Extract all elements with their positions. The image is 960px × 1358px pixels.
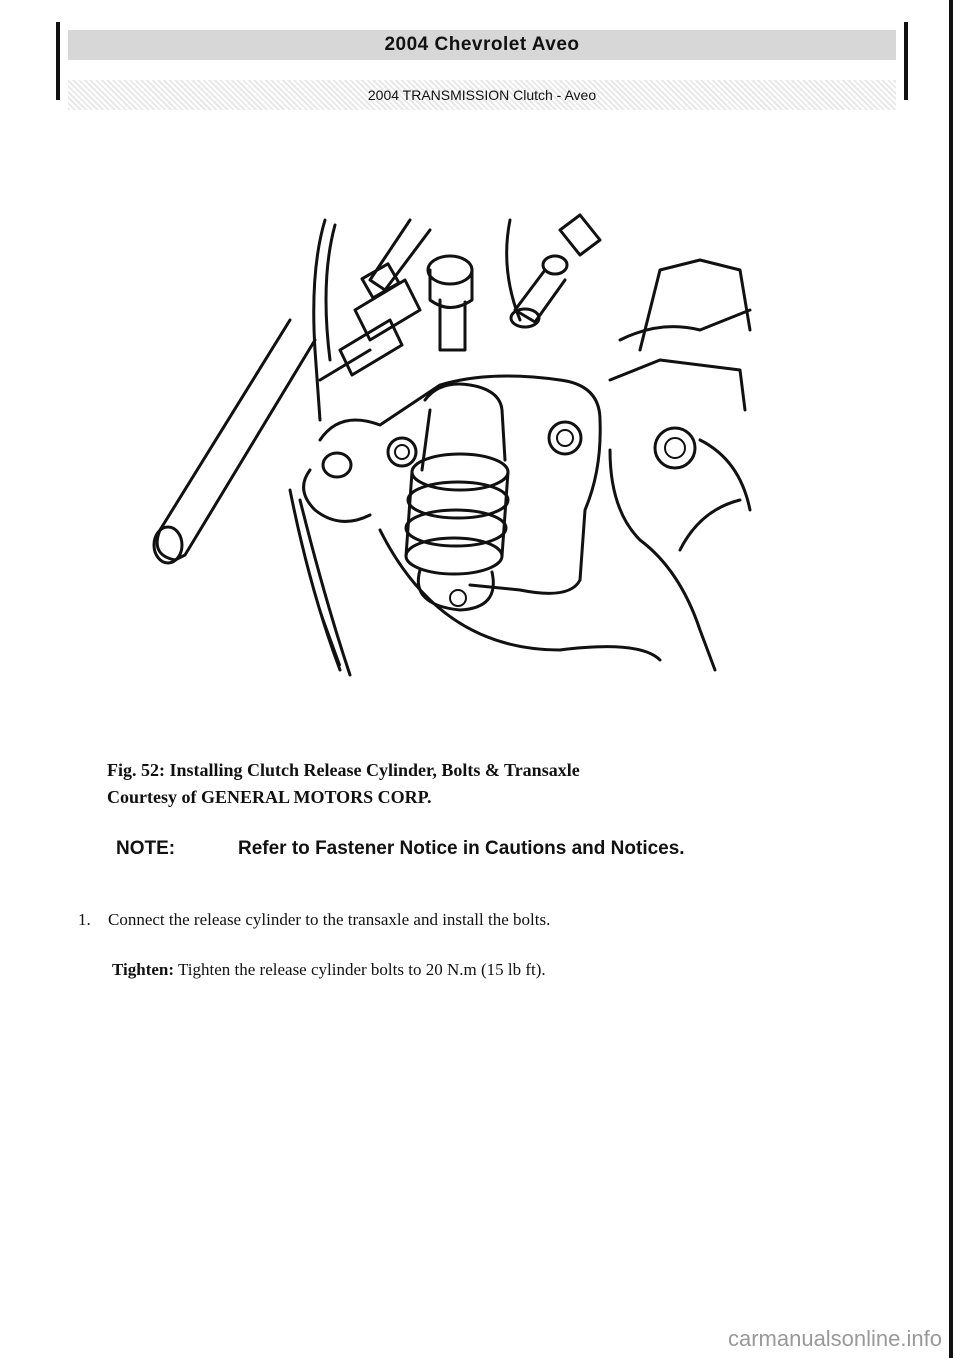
watermark: carmanualsonline.info [727, 1326, 942, 1351]
figure-caption [107, 757, 807, 811]
tighten-spec [112, 958, 832, 982]
step-text: Connect the release cylinder to the transaxle and install the bolts. [108, 910, 551, 929]
header-border-left [56, 22, 60, 100]
note-text: Refer to Fastener Notice in Cautions and Notices. [238, 838, 685, 859]
header-border-right [904, 22, 908, 100]
header-title: 2004 Chevrolet Aveo [68, 30, 896, 60]
tighten-label: Tighten: [112, 960, 175, 979]
caption-credit: Courtesy of GENERAL MOTORS CORP. [107, 787, 432, 807]
caption-title: Fig. 52: Installing Clutch Release Cylinder, Bolts & Transaxle [107, 760, 580, 780]
page-header [56, 22, 908, 103]
header-subtitle: 2004 TRANSMISSION Clutch - Aveo [68, 80, 896, 110]
page-border [949, 0, 953, 1358]
tighten-text: Tighten the release cylinder bolts to 20 N.m (15 lb ft). [178, 960, 546, 979]
clutch-release-cylinder-illustration [140, 210, 760, 680]
note-label: NOTE: [116, 838, 176, 859]
step-number: 1. [78, 910, 91, 929]
